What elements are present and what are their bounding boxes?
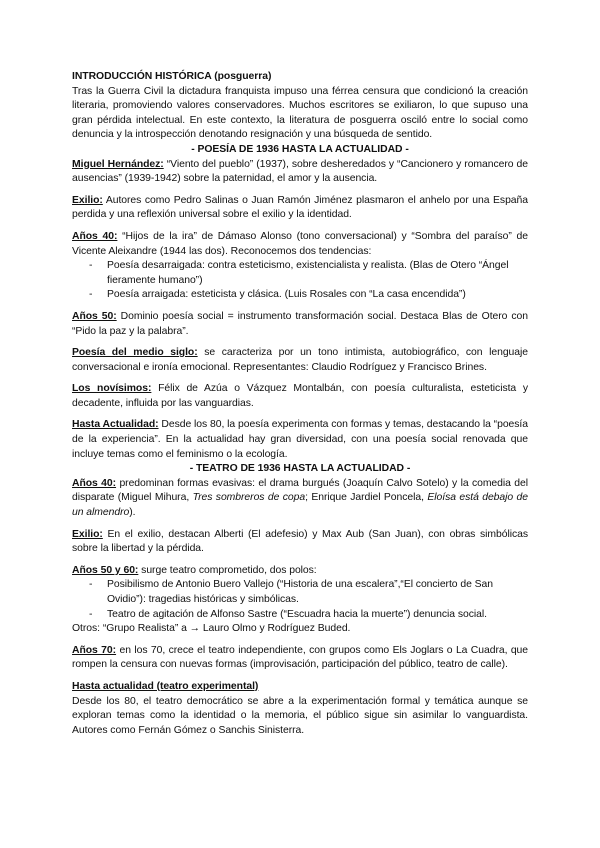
poesia-anos40-label: Años 40:	[72, 230, 118, 242]
teatro-anos40-paragraph	[72, 477, 528, 521]
poesia-exilio-text: Autores como Pedro Salinas o Juan Ramón Jiménez plasmaron el anhelo por una España perdida y una reflexión universal sobre el exilio y la identidad.	[72, 194, 528, 221]
poesia-anos50-paragraph	[72, 310, 528, 339]
list-item: - Poesía desarraigada: contra esteticismo, existencialista y realista. (Blas de Otero “Ángel fieramente humano”)	[72, 259, 528, 288]
poesia-novisimos-label: Los novísimos:	[72, 383, 152, 395]
teatro-anos50-60-text: surge teatro comprometido, dos polos:	[138, 564, 317, 576]
teatro-anos70-paragraph	[72, 644, 528, 673]
list-item: - Teatro de agitación de Alfonso Sastre (“Escuadra hacia la muerte”) denuncia social.	[72, 608, 528, 623]
poesia-exilio-paragraph	[72, 194, 528, 223]
poesia-actualidad-paragraph	[72, 418, 528, 462]
teatro-actualidad-label: Hasta actualidad (teatro experimental)	[72, 680, 259, 692]
teatro-exilio-label: Exilio:	[72, 528, 103, 540]
poesia-anos50-text: Dominio poesía social = instrumento transformación social. Destaca Blas de Otero con “Pido la paz y la palabra”.	[72, 310, 528, 337]
teatro-polos-list	[72, 578, 528, 622]
poesia-actualidad-text: Desde los 80, la poesía experimenta con formas y temas, destacando la “poesía de la experiencia”. En la actualidad hay gran diversidad, con una poesía social renovada que incluye temas como el feminismo o la ecología.	[72, 419, 528, 460]
intro-paragraph: Tras la Guerra Civil la dictadura franquista impuso una férrea censura que condicionó la creación literaria, promoviendo valores conservadores. Muchos escritores se exiliaron, lo que supuso una gran pérdida intelectual. En este contexto, la literatura de posguerra osciló entre lo social como denuncia y la introspección denotando resignación y una búsqueda de sentido.	[72, 85, 528, 141]
teatro-anos40-text-a: predominan formas evasivas: el drama burgués (Joaquín Calvo Sotelo) y la comedia del disparate (Miguel Mihura,	[72, 477, 528, 504]
poesia-medio-siglo-label: Poesía del medio siglo:	[72, 347, 198, 359]
poesia-anos50-label: Años 50:	[72, 310, 117, 322]
poesia-heading: - POESÍA DE 1936 HASTA LA ACTUALIDAD -	[191, 143, 409, 155]
teatro-heading: - TEATRO DE 1936 HASTA LA ACTUALIDAD -	[189, 463, 411, 475]
teatro-otros-line: Otros: “Grupo Realista” a → Lauro Olmo y Rodríguez Buded.	[72, 623, 351, 635]
list-item: - Posibilismo de Antonio Buero Vallejo (“Historia de una escalera”,“El concierto de San Ovidio”): tragedias históricas y simbólicas.	[72, 578, 528, 607]
poesia-hernandez-paragraph	[72, 158, 528, 187]
teatro-anos40-title-b: Eloísa está debajo de un almendro	[72, 492, 528, 519]
poesia-hernandez-label: Miguel Hernández:	[72, 158, 164, 170]
poesia-novisimos-text: Félix de Azúa o Vázquez Montalbán, con poesía culturalista, esteticista y decadente, influida por las vanguardias.	[72, 383, 528, 409]
teatro-anos40-label: Años 40:	[72, 477, 117, 489]
teatro-actualidad-heading	[72, 680, 528, 695]
teatro-actualidad-paragraph: Desde los 80, el teatro democrático se abre a la experimentación formal y temática aunque se exploran temas como la identidad o la memoria, el público sigue sin asimilar lo vanguardista. Autores como Fernán Gómez o Sanchis Sinisterra.	[72, 695, 528, 736]
poesia-exilio-label: Exilio:	[72, 194, 103, 206]
teatro-anos40-text-c: ).	[129, 507, 136, 519]
list-item: - Poesía arraigada: esteticista y clásica. (Luis Rosales con “La casa encendida”)	[72, 288, 528, 303]
teatro-anos70-label: Años 70:	[72, 644, 117, 656]
teatro-anos40-title-a: Tres sombreros de copa	[192, 492, 306, 504]
teatro-anos50-60-paragraph	[72, 564, 528, 579]
poesia-hernandez-text: “Viento del pueblo” (1937), sobre desheredados y “Cancionero y romancero de ausencias” (1939-1942) sobre la paternidad, el amor y la ausencia.	[72, 158, 528, 185]
poesia-medio-siglo-text: se caracteriza por un tono intimista, autobiográfico, con lenguaje conversacional e ironía emocional. Representantes: Claudio Rodríguez y Francisco Brines.	[72, 347, 528, 373]
intro-title: INTRODUCCIÓN HISTÓRICA (posguerra)	[72, 71, 272, 82]
document-page	[72, 70, 528, 738]
teatro-anos70-text: en los 70, crece el teatro independiente, con grupos como Els Joglars o La Cuadra, que rompen la censura con nuevas formas (improvisación, participación del público, teatro de calle).	[72, 644, 529, 671]
teatro-exilio-paragraph	[72, 528, 528, 557]
poesia-anos40-paragraph	[72, 230, 528, 259]
poesia-novisimos-paragraph	[72, 382, 528, 411]
poesia-tendencias-list	[72, 259, 528, 303]
teatro-anos50-60-label: Años 50 y 60:	[72, 564, 139, 576]
poesia-anos40-text: “Hijos de la ira” de Dámaso Alonso (tono conversacional) y “Sombra del paraíso” de Vicente Aleixandre (1944 las dos). Reconocemos dos tendencias:	[72, 230, 529, 257]
teatro-anos40-text-b: ; Enrique Jardiel Poncela,	[305, 492, 428, 504]
poesia-medio-siglo-paragraph	[72, 346, 528, 375]
poesia-actualidad-label: Hasta Actualidad:	[72, 419, 159, 431]
teatro-exilio-text: En el exilio, destacan Alberti (El adefesio) y Max Aub (San Juan), con obras simbólicas sobre la libertad y la pérdida.	[72, 528, 528, 555]
